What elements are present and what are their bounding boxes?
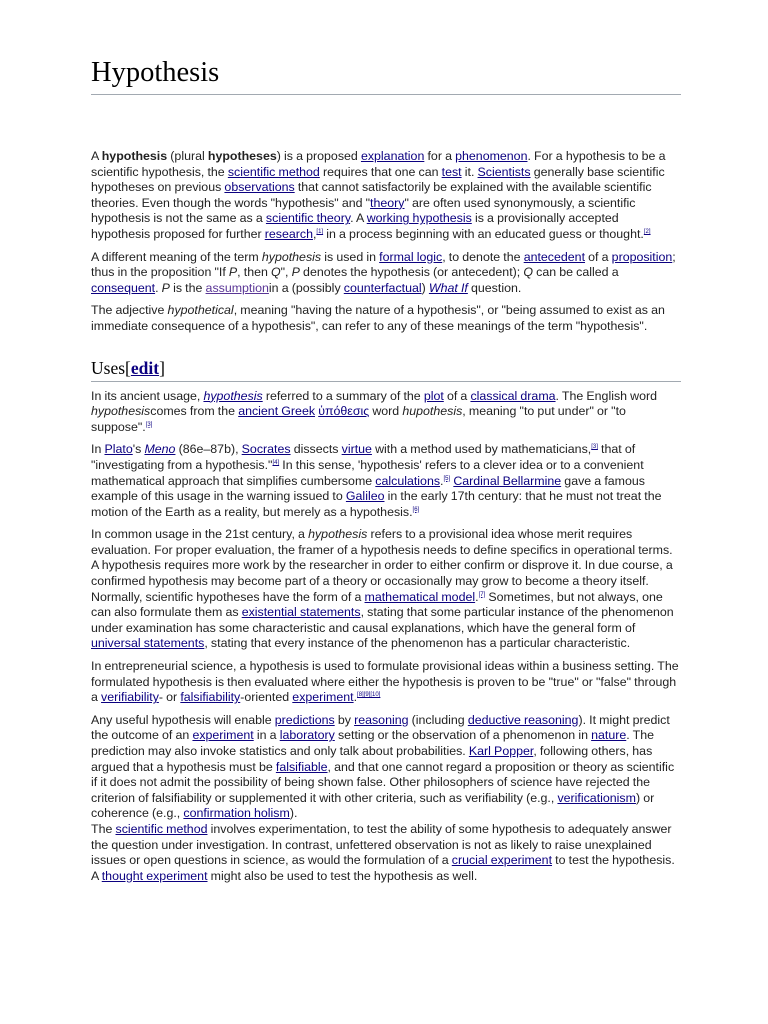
- citation-link[interactable]: [2]: [643, 228, 651, 235]
- link-predictions[interactable]: predictions: [274, 712, 335, 727]
- text-run: it.: [461, 164, 478, 179]
- text-run: ) or coherence (e.g.,: [91, 790, 655, 821]
- paragraph-ancient-usage: [91, 389, 681, 436]
- text-run: with a method used by mathematicians,: [371, 442, 592, 457]
- text-run: ). It might predict the outcome of an: [91, 712, 670, 743]
- citation-ref[interactable]: [146, 422, 153, 428]
- citation-link[interactable]: [6]: [412, 506, 420, 513]
- paragraph-adjective: [91, 303, 681, 334]
- text-run: is a provisionally accepted hypothesis proposed for further: [91, 211, 619, 241]
- article-content: [91, 56, 681, 884]
- text-run: . For a hypothesis to be a scientific hypothesis, the: [91, 149, 666, 179]
- text-run: is used in: [321, 249, 380, 264]
- link-text: hypothesis: [203, 388, 263, 403]
- text-run: . A: [350, 211, 367, 226]
- citation-link[interactable]: [8][9][10]: [357, 692, 381, 699]
- link-mathematical-model[interactable]: mathematical model: [364, 589, 476, 604]
- paragraph-entrepreneurial: [91, 659, 681, 706]
- text-run: referred to a summary of the: [262, 388, 424, 403]
- link-formal-logic[interactable]: formal logic: [379, 249, 443, 264]
- edit-section-link[interactable]: edit: [130, 357, 160, 378]
- citation-link[interactable]: [4]: [272, 459, 280, 466]
- text-run: can be called a: [533, 265, 619, 280]
- link-plato[interactable]: Plato: [104, 442, 133, 457]
- link-antecedent[interactable]: antecedent: [523, 249, 586, 264]
- text-run: .: [440, 473, 444, 488]
- link-theory[interactable]: theory: [370, 195, 405, 210]
- text-run: , meaning "having the nature of a hypothesis", or "being assumed to exist as an immediate consequence of a hypothesis", can refer to any of these meanings of the term "hypothesis".: [91, 303, 665, 333]
- paragraph-intro: [91, 149, 681, 243]
- link-classical-drama[interactable]: classical drama: [470, 388, 556, 403]
- text-run: A different meaning of the term: [91, 249, 262, 264]
- link-scientists[interactable]: Scientists: [477, 164, 531, 179]
- text-run: might also be used to test the hypothesis as well.: [207, 868, 478, 883]
- italic-term-p: P: [291, 265, 300, 280]
- text-run: in a (possibly: [268, 280, 344, 295]
- link-working-hypothesis[interactable]: working hypothesis: [366, 211, 472, 226]
- text-run: - or: [158, 690, 181, 705]
- link-phenomenon[interactable]: phenomenon: [455, 149, 528, 163]
- link-virtue[interactable]: virtue: [341, 442, 372, 457]
- link-explanation[interactable]: explanation: [360, 149, 425, 163]
- link-meno[interactable]: [144, 442, 175, 456]
- text-run: . The prediction may also invoke statistics and only talk about probabilities.: [91, 728, 654, 758]
- link-experiment[interactable]: experiment: [292, 690, 354, 705]
- text-run: word: [369, 404, 403, 419]
- link-greek[interactable]: ὑπόθεσις: [318, 404, 370, 419]
- text-run: " are often used synonymously, a scientific hypothesis is not the same as a: [91, 195, 636, 226]
- link-test[interactable]: test: [441, 164, 462, 179]
- citation-link[interactable]: [1]: [316, 228, 324, 235]
- bold-term-hypothesis: hypothesis: [101, 149, 168, 163]
- text-run: ).: [289, 806, 298, 821]
- link-consequent[interactable]: consequent: [91, 280, 156, 295]
- text-run: , to denote the: [442, 249, 524, 264]
- link-karl-popper[interactable]: Karl Popper: [468, 744, 534, 758]
- text-run: In its ancient usage,: [91, 388, 204, 403]
- text-run: In common usage in the 21st century, a: [91, 527, 309, 542]
- text-run: , stating that every instance of the phenomenon has a particular characteristic.: [204, 636, 631, 651]
- citation-link[interactable]: [3]: [591, 444, 598, 451]
- text-run: ): [421, 280, 429, 295]
- text-run: , stating that some particular instance of the phenomenon under examination has some characteristic and causal explanations, which have the general form of: [91, 605, 674, 635]
- text-run: in a: [253, 728, 280, 743]
- citation-ref[interactable]: [644, 229, 651, 235]
- text-run: . The English word: [555, 388, 658, 403]
- text-run: that of "investigating from a hypothesis.": [91, 442, 636, 472]
- text-run: to test the hypothesis. A: [91, 853, 675, 883]
- link-counterfactual[interactable]: counterfactual: [343, 280, 422, 295]
- text-run: , meaning "to put under" or "to suppose".: [91, 404, 626, 434]
- paragraph-plato: [91, 442, 681, 520]
- text-run: , then: [237, 265, 272, 280]
- text-run: by: [334, 712, 355, 727]
- link-confirmation-holism[interactable]: confirmation holism: [183, 806, 290, 821]
- text-run: In this sense, 'hypothesis' refers to a clever idea or to a convenient mathematical approach that simplifies cumbersome: [91, 457, 644, 488]
- italic-term-q: Q: [271, 265, 281, 280]
- link-socrates[interactable]: Socrates: [241, 442, 291, 457]
- italic-term-hypothetical: hypothetical: [167, 303, 234, 318]
- italic-term-p: P: [228, 265, 238, 280]
- link-deductive-reasoning[interactable]: deductive reasoning: [467, 712, 579, 727]
- bold-term-hypotheses: hypotheses: [207, 149, 277, 163]
- link-cardinal-bellarmine[interactable]: Cardinal Bellarmine: [453, 473, 562, 488]
- link-thought-experiment[interactable]: thought experiment: [101, 868, 208, 883]
- link-experiment[interactable]: experiment: [192, 728, 254, 743]
- text-run: ,: [312, 226, 317, 241]
- text-run: dissects: [290, 442, 342, 457]
- text-run: .: [475, 589, 479, 604]
- text-run: Sometimes, but not always, one can also formulate them as: [91, 589, 663, 620]
- paragraph-predictions: [91, 713, 681, 822]
- text-run: In entrepreneurial science, a hypothesis is used to formulate provisional ideas within a business setting. The formulated hypothesis is then evaluated where either the hypothesis is proven to be "true" or "false" through a: [91, 659, 679, 705]
- italic-term-hypothesis: hypothesis: [308, 527, 368, 542]
- text-run: of a: [443, 388, 471, 403]
- text-run: A: [91, 149, 102, 163]
- link-proposition[interactable]: proposition: [611, 249, 673, 264]
- link-scientific-theory[interactable]: scientific theory: [265, 211, 351, 226]
- text-run: requires that one can: [319, 164, 442, 179]
- link-reasoning[interactable]: reasoning: [354, 712, 409, 727]
- link-text: Meno: [144, 442, 176, 457]
- text-run: The adjective: [91, 303, 168, 318]
- text-run: involves experimentation, to test the ability of some hypothesis to adequately answer the question under investigation. In contrast, unfettered observation is not as likely to raise unexplained issues or open questions in science, as would the formulation of a: [91, 821, 672, 868]
- link-assumption[interactable]: assumption: [205, 280, 269, 295]
- page-title: Hypothesis: [91, 56, 681, 95]
- link-universal-statements[interactable]: universal statements: [91, 636, 205, 651]
- paragraph-formal-logic: [91, 250, 681, 297]
- text-run: refers to a provisional idea whose merit requires evaluation. For proper evaluation, the framer of a hypothesis needs to define specifics in operational terms. A hypothesis requires more work by the researcher in order to either confirm or disprove it. In due course, a confirmed hypothesis may become part of a theory or occasionally may grow to become a theory itself. Normally, scientific hypotheses have the form of a: [91, 527, 673, 604]
- text-run: Any useful hypothesis will enable: [91, 712, 275, 727]
- text-run: , following others, has argued that a hypothesis must be: [91, 744, 653, 774]
- text-run: question.: [467, 280, 522, 295]
- text-run: .: [155, 280, 162, 295]
- text-run: in a process beginning with an educated guess or thought.: [323, 226, 644, 241]
- paragraph-common-usage: [91, 527, 681, 652]
- italic-term-p: P: [161, 280, 170, 295]
- italic-term-hypothesis: hypothesis: [261, 249, 322, 264]
- citation-ref[interactable]: [591, 444, 598, 450]
- text-run: In: [91, 442, 105, 457]
- link-galileo[interactable]: Galileo: [345, 489, 385, 504]
- text-run: ; thus in the proposition "If: [91, 249, 676, 280]
- link-text: What If: [428, 280, 468, 295]
- link-observations[interactable]: observations: [224, 180, 295, 195]
- text-run: comes from the: [150, 404, 239, 419]
- link-laboratory[interactable]: laboratory: [279, 728, 335, 743]
- text-run: ",: [280, 265, 292, 280]
- text-run: The: [91, 821, 116, 836]
- text-run: is the: [169, 280, 206, 295]
- link-scientific-method[interactable]: scientific method: [115, 821, 208, 836]
- link-existential-statements[interactable]: existential statements: [241, 605, 361, 620]
- text-run: (including: [408, 712, 468, 727]
- text-run: setting or the observation of a phenomenon in: [334, 728, 592, 743]
- link-falsifiability[interactable]: falsifiability: [180, 690, 241, 705]
- link-calculations[interactable]: calculations: [375, 473, 441, 488]
- link-hypothesis[interactable]: [203, 389, 262, 403]
- text-run: in the early 17th century: that he must not treat the motion of the Earth as a reality, but merely as a hypothesis.: [91, 489, 662, 519]
- text-run: denotes the hypothesis (or antecedent);: [299, 265, 524, 280]
- link-scientific-method[interactable]: scientific method: [227, 164, 320, 179]
- text-run: .: [353, 690, 358, 705]
- section-title: Uses: [91, 357, 126, 378]
- citation-ref[interactable]: [413, 507, 420, 513]
- section-heading-uses: Uses[edit]: [91, 357, 681, 382]
- link-ancient-greek[interactable]: ancient Greek: [238, 404, 316, 419]
- text-run: gave a famous example of this usage in the warning issued to: [91, 473, 645, 504]
- link-research[interactable]: research: [264, 226, 313, 241]
- text-run: -oriented: [240, 690, 293, 705]
- text-run: for a: [424, 149, 456, 163]
- link-verificationism[interactable]: verificationism: [557, 790, 636, 805]
- italic-term-hupothesis: hupothesis: [402, 404, 463, 419]
- citation-ref[interactable]: [357, 692, 380, 698]
- text-run: ) is a proposed: [276, 149, 361, 163]
- link-what-if[interactable]: [429, 281, 468, 295]
- link-verifiability[interactable]: verifiability: [101, 690, 159, 705]
- paragraph-scientific-method: [91, 822, 681, 884]
- link-plot[interactable]: plot: [423, 388, 444, 403]
- link-nature[interactable]: nature: [591, 728, 627, 743]
- text-run: that cannot satisfactorily be explained with the available scientific theories. Even though the words "hypothesis" and ": [91, 180, 652, 210]
- text-run: (plural: [167, 149, 208, 163]
- text-run: generally base scientific hypotheses on previous: [91, 164, 665, 195]
- italic-term-q: Q: [523, 265, 533, 280]
- italic-term-hypothesis: hypothesis: [91, 404, 151, 419]
- text-run: of a: [585, 249, 612, 264]
- text-run: (86e–87b),: [175, 442, 242, 457]
- link-falsifiable[interactable]: falsifiable: [275, 759, 328, 774]
- citation-link[interactable]: [3]: [145, 421, 153, 428]
- citation-link[interactable]: [5]: [443, 475, 451, 482]
- link-crucial-experiment[interactable]: crucial experiment: [451, 853, 553, 868]
- citation-link[interactable]: [7]: [478, 591, 486, 598]
- text-run: 's: [132, 442, 145, 457]
- text-run: , and that one cannot regard a proposition or theory as scientific if it does not admit the possibility of being shown false. Other philosophers of science have rejected the criterion of falsifiability or supplemented it with other criteria, such as verifiability (e.g.,: [91, 759, 675, 805]
